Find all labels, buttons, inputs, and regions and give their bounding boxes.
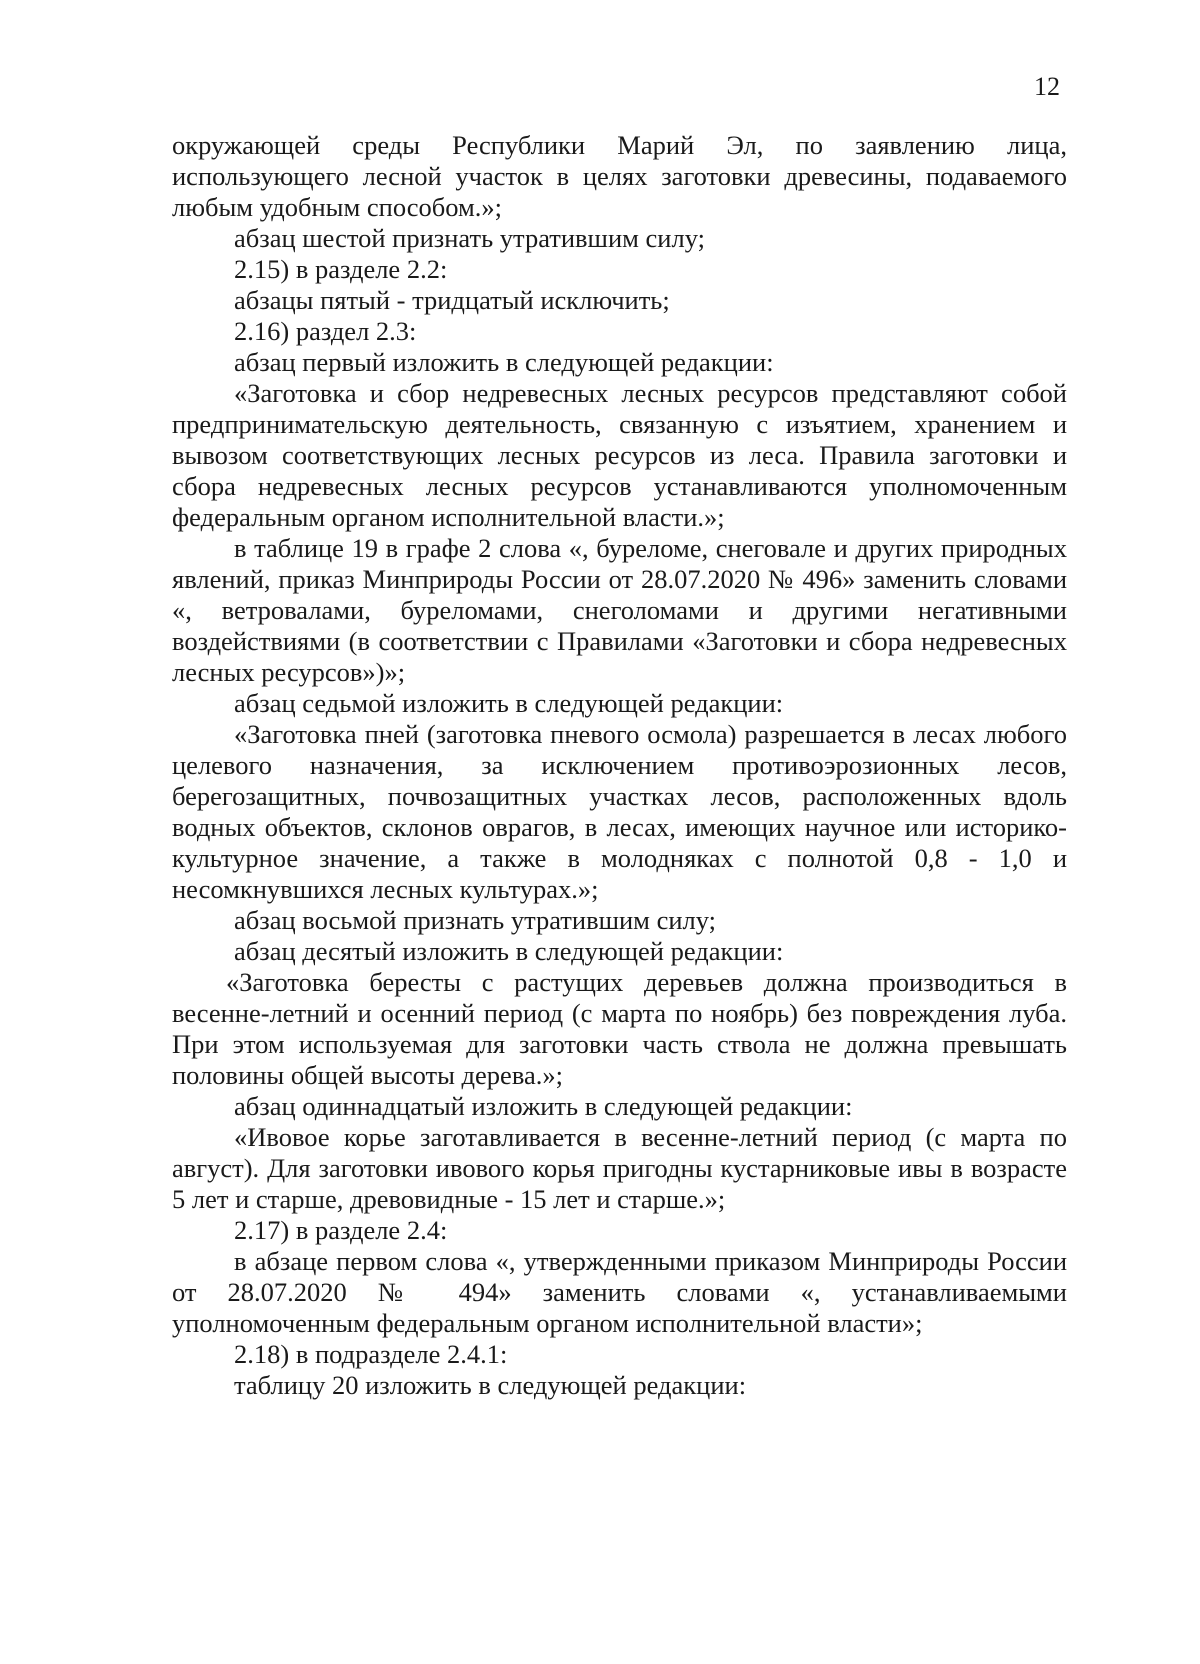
paragraph: абзац седьмой изложить в следующей редакции: — [234, 688, 784, 718]
paragraph: 2.16) раздел 2.3: — [234, 316, 417, 346]
paragraph: «Ивовое корье заготавливается в весенне-летний период (с марта по август). Для заготовки ивового корья пригодны кустарниковые ивы в возрасте 5 лет и старше, древовидные - 15 лет и старше.»; — [172, 1122, 1067, 1214]
paragraph: «Заготовка и сбор недревесных лесных ресурсов представляют собой предпринимательскую деятельность, связанную с изъятием, хранением и вывозом соответствующих лесных ресурсов из леса. Правила заготовки и сбора недревесных лесных ресурсов устанавливаются уполномоченным федеральным органом исполнительной власти.»; — [172, 378, 1067, 532]
paragraph: 2.18) в подразделе 2.4.1: — [234, 1339, 508, 1369]
paragraph: «Заготовка бересты с растущих деревьев должна производиться в весенне-летний и осенний период (с марта по ноябрь) без повреждения луба. При этом используемая для заготовки часть ствола не должна превышать половины общей высоты дерева.»; — [172, 967, 1067, 1090]
paragraph: таблицу 20 изложить в следующей редакции: — [234, 1370, 747, 1400]
paragraph: абзац одиннадцатый изложить в следующей редакции: — [234, 1091, 853, 1121]
paragraph: абзацы пятый - тридцатый исключить; — [234, 285, 670, 315]
document-body — [172, 130, 1067, 1401]
paragraph: абзац десятый изложить в следующей редакции: — [234, 936, 784, 966]
paragraph: 2.17) в разделе 2.4: — [234, 1215, 448, 1245]
paragraph: абзац восьмой признать утратившим силу; — [234, 905, 716, 935]
page-number: 12 — [1034, 72, 1060, 101]
paragraph: в таблице 19 в графе 2 слова «, буреломе, снеговале и других природных явлений, приказ Минприроды России от 28.07.2020 № 496» заменить словами «, ветровалами, буреломами, снеголомами и другими негативными воздействиями (в соответствии с Правилами «Заготовки и сбора недревесных лесных ресурсов»)»; — [172, 533, 1067, 687]
paragraph: абзац шестой признать утратившим силу; — [234, 223, 705, 253]
paragraph: 2.15) в разделе 2.2: — [234, 254, 448, 284]
paragraph: абзац первый изложить в следующей редакции: — [234, 347, 774, 377]
paragraph: «Заготовка пней (заготовка пневого осмола) разрешается в лесах любого целевого назначения, за исключением противоэрозионных лесов, берегозащитных, почвозащитных участках лесов, расположенных вдоль водных объектов, склонов оврагов, в лесах, имеющих научное или историко-культурное значение, а также в молодняках с полнотой 0,8 - 1,0 и несомкнувшихся лесных культурах.»; — [172, 719, 1067, 904]
paragraph: окружающей среды Республики Марий Эл, по заявлению лица, использующего лесной участок в целях заготовки древесины, подаваемого любым удобным способом.»; — [172, 130, 1067, 222]
paragraph: в абзаце первом слова «, утвержденными приказом Минприроды России от 28.07.2020 № 494» заменить словами «, устанавливаемыми уполномоченным федеральным органом исполнительной власти»; — [172, 1246, 1067, 1338]
